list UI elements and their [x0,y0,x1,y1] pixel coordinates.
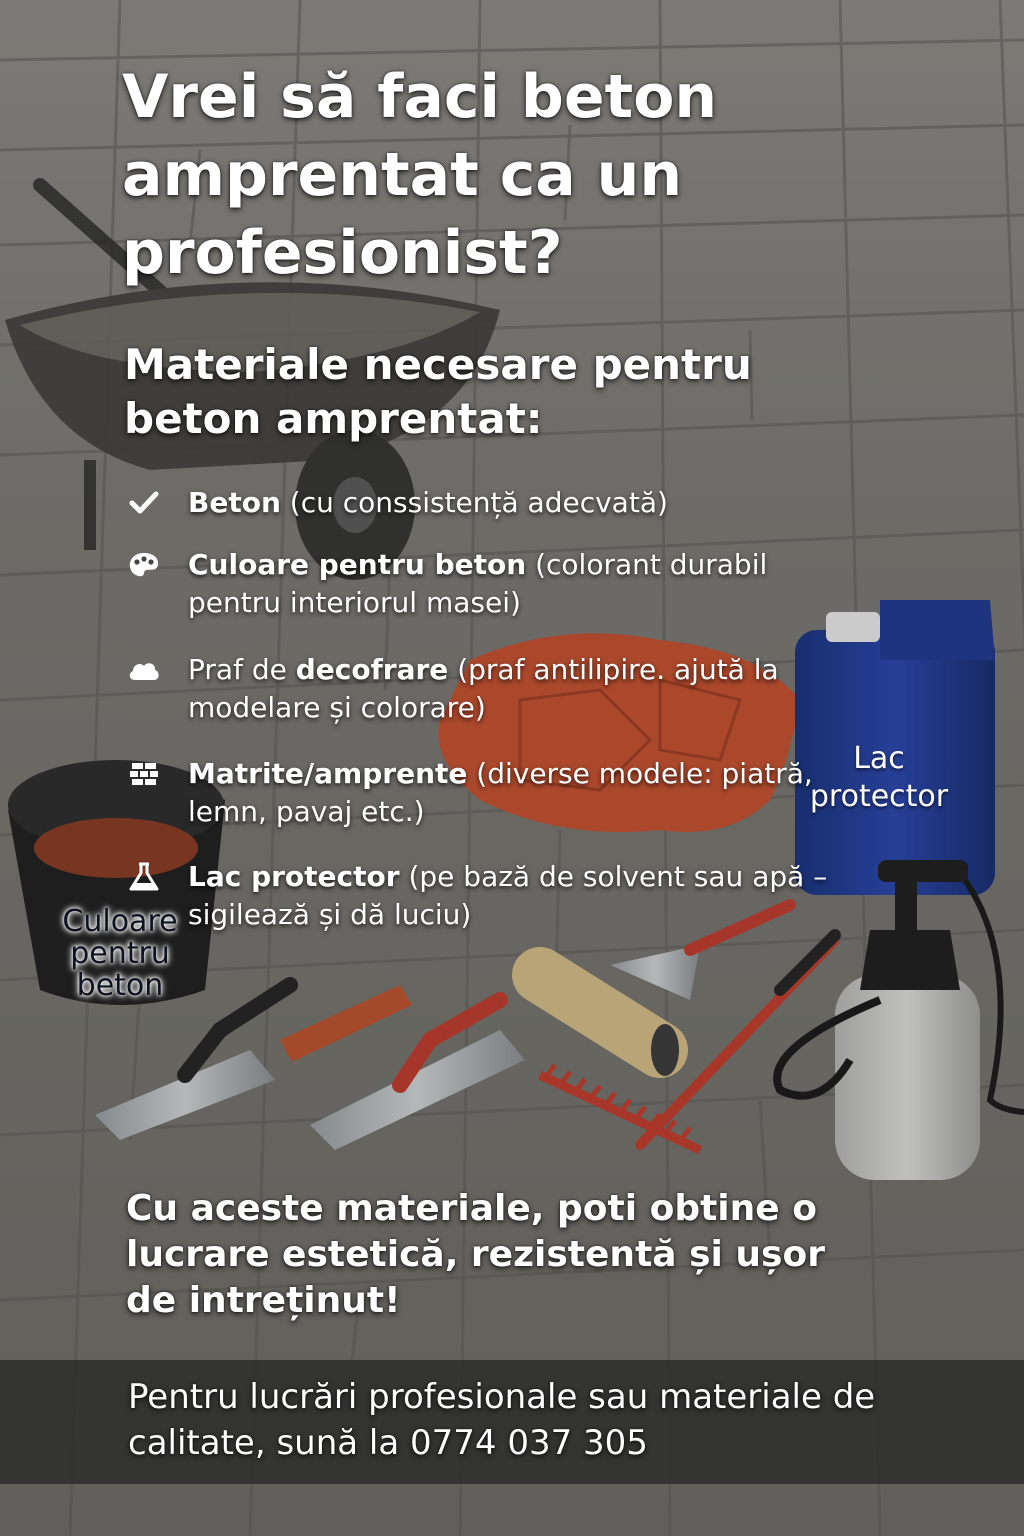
closing-statement: Cu aceste materiale, poti obtine o lucrare estetică, rezistentă și ușor de intreținut! [126,1188,825,1321]
material-description: (cu conssistență adecvată) [280,486,668,519]
material-name: Beton [188,486,281,519]
canister-label: Lac protector [809,741,949,814]
grid-icon [126,759,162,789]
material-description: (diverse modele: piatră, lemn, pavaj etc.) [188,757,813,828]
material-item-lac [126,858,856,934]
material-item-beton [126,484,856,522]
material-name: decofrare [295,653,449,686]
material-item-culoare [126,546,856,622]
material-description: (praf antilipire. ajută la modelare și colorare) [188,653,779,724]
material-name: Culoare pentru beton [188,548,527,581]
material-item-praf [126,651,856,727]
footer-contact: Pentru lucrări profesionale sau materiale de calitate, sună la 0774 037 305 [128,1377,876,1463]
material-item-matrite [126,755,856,831]
bucket-label: Culoare pentru beton [62,904,178,1003]
material-description: (colorant durabil pentru interiorul masei) [188,548,768,619]
material-name: Matrite/amprente [188,757,468,790]
material-prefix: Praf de [188,653,296,686]
palette-icon [126,550,162,580]
checkmark-icon [126,488,162,518]
flask-icon [126,862,162,892]
cloud-icon [126,655,162,685]
headline: Vrei să faci beton amprentat ca un profesionist? [122,62,718,288]
material-name: Lac protector [188,860,400,893]
materials-heading: Materiale necesare pentru beton amprentat: [124,340,752,443]
material-description: (pe bază de solvent sau apă – sigilează și dă luciu) [188,860,828,931]
